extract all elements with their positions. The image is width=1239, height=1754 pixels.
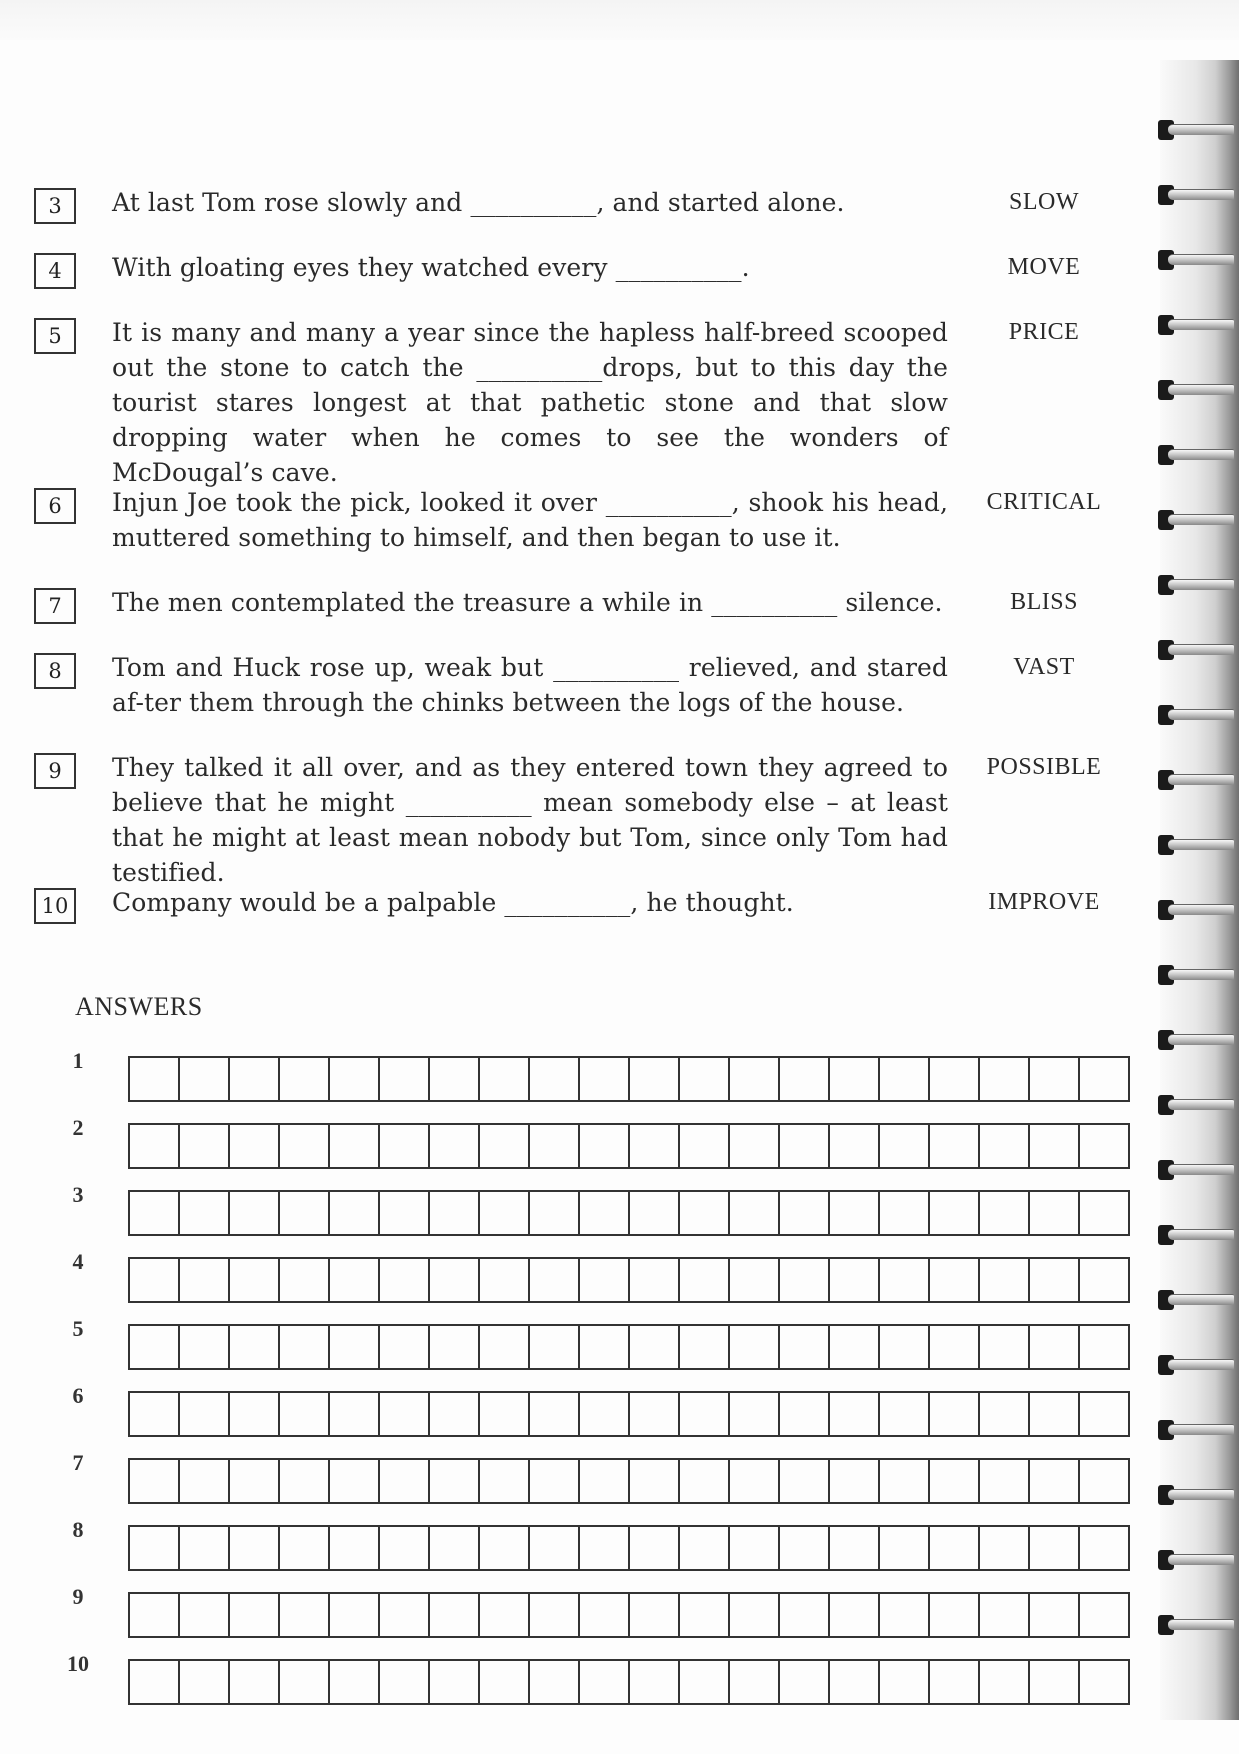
answer-letter-box[interactable] bbox=[680, 1661, 730, 1703]
answer-letter-box[interactable] bbox=[580, 1326, 630, 1368]
answer-letter-box[interactable] bbox=[930, 1460, 980, 1502]
answer-letter-box[interactable] bbox=[1080, 1393, 1130, 1435]
answer-letter-box[interactable] bbox=[630, 1125, 680, 1167]
answer-letter-box[interactable] bbox=[980, 1393, 1030, 1435]
binding-ring bbox=[1158, 378, 1234, 400]
answer-row-number: 2 bbox=[72, 1115, 84, 1140]
item-keyword: SLOW bbox=[1009, 189, 1079, 215]
answer-letter-box[interactable] bbox=[980, 1058, 1030, 1100]
answer-letter-box[interactable] bbox=[780, 1326, 830, 1368]
answer-row bbox=[60, 1517, 1140, 1563]
item-keyword: BLISS bbox=[1010, 589, 1078, 615]
answer-letter-box[interactable] bbox=[930, 1661, 980, 1703]
answer-letter-box[interactable] bbox=[880, 1125, 930, 1167]
answer-letter-box[interactable] bbox=[530, 1393, 580, 1435]
answer-row-number: 4 bbox=[72, 1249, 84, 1274]
answer-letter-box[interactable] bbox=[130, 1527, 180, 1569]
answer-letter-boxes bbox=[128, 1123, 1130, 1169]
answer-letter-box[interactable] bbox=[830, 1192, 880, 1234]
answer-letter-box[interactable] bbox=[180, 1259, 230, 1301]
answer-letter-box[interactable] bbox=[830, 1326, 880, 1368]
answer-letter-box[interactable] bbox=[1030, 1527, 1080, 1569]
answer-letter-box[interactable] bbox=[630, 1460, 680, 1502]
answer-letter-box[interactable] bbox=[580, 1460, 630, 1502]
answer-letter-box[interactable] bbox=[1080, 1594, 1130, 1636]
answer-letter-box[interactable] bbox=[1030, 1125, 1080, 1167]
answer-letter-box[interactable] bbox=[930, 1125, 980, 1167]
answer-letter-box[interactable] bbox=[380, 1527, 430, 1569]
item-sentence: At last Tom rose slowly and __________, and started alone. bbox=[112, 188, 845, 217]
answer-letter-box[interactable] bbox=[180, 1326, 230, 1368]
answer-letter-box[interactable] bbox=[880, 1594, 930, 1636]
answer-letter-box[interactable] bbox=[930, 1527, 980, 1569]
answer-letter-box[interactable] bbox=[480, 1259, 530, 1301]
answer-letter-box[interactable] bbox=[430, 1192, 480, 1234]
answer-letter-box[interactable] bbox=[980, 1326, 1030, 1368]
answer-letter-box[interactable] bbox=[830, 1125, 880, 1167]
answer-letter-box[interactable] bbox=[530, 1594, 580, 1636]
answer-letter-box[interactable] bbox=[980, 1527, 1030, 1569]
answer-letter-box[interactable] bbox=[330, 1259, 380, 1301]
item-number-box: 3 bbox=[34, 188, 76, 224]
answer-letter-box[interactable] bbox=[230, 1259, 280, 1301]
answer-letter-box[interactable] bbox=[830, 1594, 880, 1636]
answer-letter-box[interactable] bbox=[830, 1460, 880, 1502]
binding-ring bbox=[1158, 1028, 1234, 1050]
answer-letter-box[interactable] bbox=[1080, 1192, 1130, 1234]
binding-ring bbox=[1158, 1613, 1234, 1635]
answer-letter-box[interactable] bbox=[480, 1527, 530, 1569]
answer-letter-box[interactable] bbox=[930, 1192, 980, 1234]
answer-letter-box[interactable] bbox=[330, 1058, 380, 1100]
answers-heading: ANSWERS bbox=[75, 992, 203, 1021]
answer-letter-box[interactable] bbox=[480, 1460, 530, 1502]
answer-letter-box[interactable] bbox=[680, 1192, 730, 1234]
answer-letter-box[interactable] bbox=[480, 1058, 530, 1100]
answer-letter-box[interactable] bbox=[430, 1326, 480, 1368]
binding-ring bbox=[1158, 1483, 1234, 1505]
answer-letter-box[interactable] bbox=[130, 1058, 180, 1100]
item-sentence: With gloating eyes they watched every __________. bbox=[112, 253, 750, 282]
answer-letter-box[interactable] bbox=[330, 1460, 380, 1502]
binding-ring bbox=[1158, 1158, 1234, 1180]
answer-letter-box[interactable] bbox=[330, 1393, 380, 1435]
binding-ring bbox=[1158, 1093, 1234, 1115]
answer-letter-box[interactable] bbox=[930, 1058, 980, 1100]
answer-letter-box[interactable] bbox=[780, 1393, 830, 1435]
answer-letter-box[interactable] bbox=[230, 1594, 280, 1636]
item-sentence: They talked it all over, and as they entered town they agreed to believe that he might __________ mean somebody else – at least that he might at least mean nobody but Tom, since only Tom had testified. bbox=[112, 753, 948, 887]
answer-letter-box[interactable] bbox=[780, 1460, 830, 1502]
answer-letter-box[interactable] bbox=[780, 1259, 830, 1301]
binding-ring bbox=[1158, 768, 1234, 790]
binding-ring bbox=[1158, 703, 1234, 725]
answer-letter-box[interactable] bbox=[180, 1594, 230, 1636]
answer-letter-box[interactable] bbox=[130, 1259, 180, 1301]
answer-letter-box[interactable] bbox=[730, 1460, 780, 1502]
answer-letter-box[interactable] bbox=[780, 1661, 830, 1703]
answer-letter-box[interactable] bbox=[480, 1125, 530, 1167]
item-keyword: VAST bbox=[1013, 654, 1075, 680]
binding-ring bbox=[1158, 963, 1234, 985]
answer-letter-box[interactable] bbox=[830, 1527, 880, 1569]
answer-row bbox=[60, 1584, 1140, 1630]
answer-letter-box[interactable] bbox=[180, 1460, 230, 1502]
answer-letter-box[interactable] bbox=[1030, 1393, 1080, 1435]
answer-letter-box[interactable] bbox=[830, 1661, 880, 1703]
answer-letter-box[interactable] bbox=[580, 1058, 630, 1100]
answer-letter-box[interactable] bbox=[230, 1661, 280, 1703]
answer-letter-box[interactable] bbox=[130, 1192, 180, 1234]
answer-row bbox=[60, 1383, 1140, 1429]
answer-letter-box[interactable] bbox=[580, 1594, 630, 1636]
answer-row bbox=[60, 1316, 1140, 1362]
answer-letter-box[interactable] bbox=[380, 1594, 430, 1636]
answer-letter-box[interactable] bbox=[630, 1192, 680, 1234]
binding-ring bbox=[1158, 118, 1234, 140]
answer-letter-box[interactable] bbox=[1080, 1259, 1130, 1301]
scan-top-edge bbox=[0, 0, 1239, 40]
answer-letter-box[interactable] bbox=[380, 1393, 430, 1435]
item-number-box: 10 bbox=[34, 888, 76, 924]
answer-letter-box[interactable] bbox=[630, 1527, 680, 1569]
answer-letter-box[interactable] bbox=[580, 1527, 630, 1569]
answer-letter-box[interactable] bbox=[730, 1259, 780, 1301]
binding-ring bbox=[1158, 183, 1234, 205]
answer-letter-box[interactable] bbox=[730, 1393, 780, 1435]
answer-letter-box[interactable] bbox=[1030, 1594, 1080, 1636]
answer-letter-box[interactable] bbox=[1030, 1192, 1080, 1234]
answer-letter-box[interactable] bbox=[1030, 1326, 1080, 1368]
answer-letter-box[interactable] bbox=[630, 1058, 680, 1100]
answer-letter-box[interactable] bbox=[530, 1460, 580, 1502]
answer-letter-box[interactable] bbox=[880, 1326, 930, 1368]
answer-letter-box[interactable] bbox=[280, 1460, 330, 1502]
answer-letter-box[interactable] bbox=[130, 1125, 180, 1167]
answer-row-number: 9 bbox=[72, 1584, 84, 1609]
answer-letter-box[interactable] bbox=[230, 1192, 280, 1234]
answer-letter-box[interactable] bbox=[530, 1259, 580, 1301]
answer-row-number: 6 bbox=[72, 1383, 84, 1408]
answer-letter-box[interactable] bbox=[380, 1326, 430, 1368]
answer-letter-box[interactable] bbox=[1080, 1125, 1130, 1167]
item-keyword: POSSIBLE bbox=[986, 754, 1102, 780]
answer-letter-box[interactable] bbox=[780, 1594, 830, 1636]
answer-letter-box[interactable] bbox=[280, 1326, 330, 1368]
answer-letter-box[interactable] bbox=[830, 1058, 880, 1100]
answer-letter-box[interactable] bbox=[430, 1393, 480, 1435]
answer-letter-boxes bbox=[128, 1190, 1130, 1236]
answer-letter-box[interactable] bbox=[180, 1058, 230, 1100]
item-keyword: CRITICAL bbox=[986, 489, 1102, 515]
answer-letter-boxes bbox=[128, 1592, 1130, 1638]
answer-letter-box[interactable] bbox=[680, 1594, 730, 1636]
binding-ring bbox=[1158, 313, 1234, 335]
answer-letter-box[interactable] bbox=[630, 1259, 680, 1301]
item-number-box: 6 bbox=[34, 488, 76, 524]
answer-letter-box[interactable] bbox=[680, 1393, 730, 1435]
answer-row bbox=[60, 1182, 1140, 1228]
answer-letter-box[interactable] bbox=[680, 1259, 730, 1301]
answer-letter-box[interactable] bbox=[430, 1460, 480, 1502]
answer-letter-box[interactable] bbox=[430, 1125, 480, 1167]
answer-letter-box[interactable] bbox=[180, 1527, 230, 1569]
answer-letter-boxes bbox=[128, 1391, 1130, 1437]
binding-ring bbox=[1158, 248, 1234, 270]
binding-ring bbox=[1158, 1223, 1234, 1245]
answer-letter-box[interactable] bbox=[330, 1661, 380, 1703]
answer-letter-box[interactable] bbox=[680, 1326, 730, 1368]
answer-letter-box[interactable] bbox=[380, 1460, 430, 1502]
answer-letter-box[interactable] bbox=[1030, 1058, 1080, 1100]
answer-letter-box[interactable] bbox=[630, 1326, 680, 1368]
answer-row-number: 8 bbox=[72, 1517, 84, 1542]
answer-row-number: 5 bbox=[72, 1316, 84, 1341]
answer-letter-box[interactable] bbox=[980, 1125, 1030, 1167]
answer-letter-box[interactable] bbox=[1080, 1326, 1130, 1368]
binding-ring bbox=[1158, 1288, 1234, 1310]
answer-letter-box[interactable] bbox=[380, 1058, 430, 1100]
answer-letter-box[interactable] bbox=[730, 1527, 780, 1569]
answer-letter-box[interactable] bbox=[480, 1594, 530, 1636]
answer-letter-box[interactable] bbox=[380, 1259, 430, 1301]
answer-row bbox=[60, 1651, 1140, 1697]
binding-ring bbox=[1158, 1353, 1234, 1375]
answer-letter-box[interactable] bbox=[530, 1192, 580, 1234]
answer-letter-box[interactable] bbox=[280, 1661, 330, 1703]
answer-letter-box[interactable] bbox=[380, 1661, 430, 1703]
answer-letter-box[interactable] bbox=[230, 1527, 280, 1569]
answer-letter-box[interactable] bbox=[180, 1661, 230, 1703]
answer-letter-boxes bbox=[128, 1324, 1130, 1370]
answer-letter-box[interactable] bbox=[730, 1058, 780, 1100]
answer-letter-box[interactable] bbox=[580, 1393, 630, 1435]
answer-letter-box[interactable] bbox=[430, 1594, 480, 1636]
answer-letter-box[interactable] bbox=[930, 1259, 980, 1301]
answer-letter-box[interactable] bbox=[530, 1125, 580, 1167]
binding-ring bbox=[1158, 573, 1234, 595]
answer-letter-box[interactable] bbox=[980, 1661, 1030, 1703]
answer-row-number: 10 bbox=[67, 1651, 89, 1676]
answer-letter-box[interactable] bbox=[180, 1393, 230, 1435]
binding-ring bbox=[1158, 898, 1234, 920]
answer-letter-box[interactable] bbox=[130, 1661, 180, 1703]
answer-letter-box[interactable] bbox=[430, 1527, 480, 1569]
answer-letter-box[interactable] bbox=[430, 1661, 480, 1703]
item-keyword: PRICE bbox=[1008, 319, 1080, 345]
answer-letter-box[interactable] bbox=[130, 1393, 180, 1435]
answer-row-number: 3 bbox=[72, 1182, 84, 1207]
answer-letter-box[interactable] bbox=[580, 1661, 630, 1703]
answer-letter-box[interactable] bbox=[880, 1393, 930, 1435]
answer-letter-boxes bbox=[128, 1257, 1130, 1303]
answer-letter-box[interactable] bbox=[630, 1594, 680, 1636]
answer-row-number: 7 bbox=[72, 1450, 84, 1475]
item-sentence: Company would be a palpable __________, he thought. bbox=[112, 888, 794, 917]
answer-letter-box[interactable] bbox=[880, 1058, 930, 1100]
answer-letter-box[interactable] bbox=[780, 1192, 830, 1234]
answer-letter-box[interactable] bbox=[130, 1460, 180, 1502]
answer-letter-box[interactable] bbox=[480, 1326, 530, 1368]
answer-letter-box[interactable] bbox=[1030, 1661, 1080, 1703]
item-sentence: Tom and Huck rose up, weak but __________ relieved, and stared af-ter them through the chinks between the logs of the house. bbox=[112, 653, 948, 717]
answer-letter-box[interactable] bbox=[330, 1326, 380, 1368]
answer-letter-box[interactable] bbox=[180, 1125, 230, 1167]
item-keyword: IMPROVE bbox=[988, 889, 1100, 915]
answer-letter-box[interactable] bbox=[930, 1594, 980, 1636]
binding-ring bbox=[1158, 1418, 1234, 1440]
answer-letter-box[interactable] bbox=[730, 1661, 780, 1703]
answer-letter-box[interactable] bbox=[880, 1192, 930, 1234]
binding-ring bbox=[1158, 833, 1234, 855]
answer-letter-box[interactable] bbox=[730, 1326, 780, 1368]
answer-letter-box[interactable] bbox=[430, 1058, 480, 1100]
answer-letter-box[interactable] bbox=[130, 1326, 180, 1368]
answer-letter-box[interactable] bbox=[980, 1192, 1030, 1234]
answer-letter-box[interactable] bbox=[530, 1058, 580, 1100]
answer-letter-box[interactable] bbox=[680, 1125, 730, 1167]
answer-row bbox=[60, 1115, 1140, 1161]
answer-letter-box[interactable] bbox=[230, 1460, 280, 1502]
answer-letter-box[interactable] bbox=[1030, 1460, 1080, 1502]
answer-letter-box[interactable] bbox=[530, 1661, 580, 1703]
answer-letter-box[interactable] bbox=[780, 1058, 830, 1100]
answer-letter-box[interactable] bbox=[1030, 1259, 1080, 1301]
answer-letter-boxes bbox=[128, 1458, 1130, 1504]
answer-letter-boxes bbox=[128, 1056, 1130, 1102]
answer-letter-box[interactable] bbox=[730, 1192, 780, 1234]
answer-letter-box[interactable] bbox=[480, 1393, 530, 1435]
answer-letter-box[interactable] bbox=[630, 1393, 680, 1435]
answer-letter-box[interactable] bbox=[930, 1393, 980, 1435]
answer-letter-box[interactable] bbox=[880, 1527, 930, 1569]
answer-letter-box[interactable] bbox=[680, 1058, 730, 1100]
answer-letter-box[interactable] bbox=[230, 1125, 280, 1167]
binding-ring bbox=[1158, 508, 1234, 530]
answer-letter-box[interactable] bbox=[280, 1058, 330, 1100]
answer-letter-box[interactable] bbox=[330, 1594, 380, 1636]
answer-letter-box[interactable] bbox=[230, 1058, 280, 1100]
answer-row bbox=[60, 1048, 1140, 1094]
binding-ring bbox=[1158, 1548, 1234, 1570]
answer-letter-box[interactable] bbox=[280, 1594, 330, 1636]
item-number-box: 5 bbox=[34, 318, 76, 354]
answer-letter-box[interactable] bbox=[680, 1527, 730, 1569]
answer-letter-box[interactable] bbox=[230, 1326, 280, 1368]
answer-letter-box[interactable] bbox=[430, 1259, 480, 1301]
answer-letter-box[interactable] bbox=[580, 1259, 630, 1301]
answer-letter-box[interactable] bbox=[680, 1460, 730, 1502]
answer-letter-box[interactable] bbox=[730, 1125, 780, 1167]
answer-letter-box[interactable] bbox=[280, 1259, 330, 1301]
answer-letter-boxes bbox=[128, 1525, 1130, 1571]
answer-letter-box[interactable] bbox=[280, 1125, 330, 1167]
answer-letter-box[interactable] bbox=[1080, 1527, 1130, 1569]
answer-letter-box[interactable] bbox=[480, 1661, 530, 1703]
answer-letter-box[interactable] bbox=[880, 1460, 930, 1502]
answer-letter-box[interactable] bbox=[730, 1594, 780, 1636]
answer-row bbox=[60, 1450, 1140, 1496]
answer-letter-box[interactable] bbox=[180, 1192, 230, 1234]
item-keyword: MOVE bbox=[1007, 254, 1081, 280]
item-number-box: 7 bbox=[34, 588, 76, 624]
item-number-box: 4 bbox=[34, 253, 76, 289]
answer-row-number: 1 bbox=[72, 1048, 84, 1073]
answer-letter-box[interactable] bbox=[230, 1393, 280, 1435]
item-sentence: The men contemplated the treasure a while in __________ silence. bbox=[112, 588, 943, 617]
answer-row bbox=[60, 1249, 1140, 1295]
answer-letter-box[interactable] bbox=[830, 1393, 880, 1435]
answer-letter-box[interactable] bbox=[580, 1125, 630, 1167]
answer-letter-box[interactable] bbox=[830, 1259, 880, 1301]
answer-letter-box[interactable] bbox=[330, 1527, 380, 1569]
answer-letter-box[interactable] bbox=[380, 1192, 430, 1234]
answer-letter-box[interactable] bbox=[880, 1259, 930, 1301]
binding-ring bbox=[1158, 638, 1234, 660]
answer-letter-box[interactable] bbox=[630, 1661, 680, 1703]
answer-letter-box[interactable] bbox=[930, 1326, 980, 1368]
answer-letter-box[interactable] bbox=[780, 1125, 830, 1167]
answer-letter-box[interactable] bbox=[130, 1594, 180, 1636]
item-sentence: Injun Joe took the pick, looked it over __________, shook his head, muttered something to himself, and then began to use it. bbox=[112, 488, 948, 552]
answer-letter-box[interactable] bbox=[1080, 1460, 1130, 1502]
answer-letter-boxes bbox=[128, 1659, 1130, 1705]
answer-letter-box[interactable] bbox=[380, 1125, 430, 1167]
answer-letter-box[interactable] bbox=[980, 1594, 1030, 1636]
answer-letter-box[interactable] bbox=[480, 1192, 530, 1234]
answer-letter-box[interactable] bbox=[330, 1192, 380, 1234]
answer-letter-box[interactable] bbox=[980, 1259, 1030, 1301]
item-sentence: It is many and many a year since the hapless half-breed scooped out the stone to catch the __________drops, but to this day the tourist stares longest at that pathetic stone and that slow dropping water when he comes to see the wonders of McDougal’s cave. bbox=[112, 318, 948, 487]
answer-letter-box[interactable] bbox=[280, 1192, 330, 1234]
answer-letter-box[interactable] bbox=[580, 1192, 630, 1234]
answer-letter-box[interactable] bbox=[1080, 1661, 1130, 1703]
item-number-box: 9 bbox=[34, 753, 76, 789]
item-number-box: 8 bbox=[34, 653, 76, 689]
answer-letter-box[interactable] bbox=[880, 1661, 930, 1703]
binding-ring bbox=[1158, 443, 1234, 465]
answer-letter-box[interactable] bbox=[980, 1460, 1030, 1502]
answer-letter-box[interactable] bbox=[530, 1527, 580, 1569]
spiral-binding bbox=[1160, 60, 1239, 1720]
answer-letter-box[interactable] bbox=[1080, 1058, 1130, 1100]
answer-letter-box[interactable] bbox=[330, 1125, 380, 1167]
answer-letter-box[interactable] bbox=[280, 1393, 330, 1435]
answer-letter-box[interactable] bbox=[530, 1326, 580, 1368]
answer-letter-box[interactable] bbox=[280, 1527, 330, 1569]
answer-letter-box[interactable] bbox=[780, 1527, 830, 1569]
